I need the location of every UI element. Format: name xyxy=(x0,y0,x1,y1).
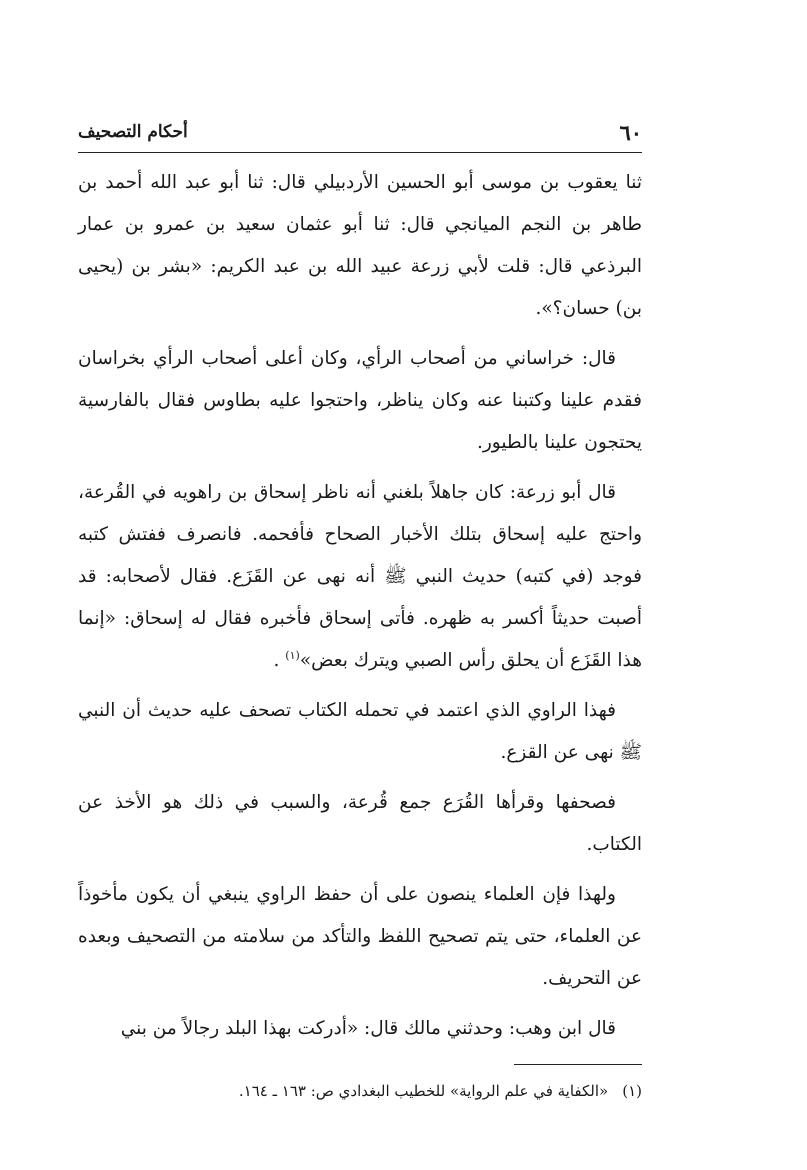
footnote xyxy=(78,1079,642,1103)
page-header xyxy=(78,120,642,152)
paragraph-text: ثنا يعقوب بن موسى أبو الحسين الأردبيلي قال: ثنا أبو عبد الله أحمد بن طاهر بن النجم الميانجي قال: ثنا أبو عثمان سعيد بن عمرو بن عمار البرذعي قال: قلت لأبي زرعة عبيد الله بن عبد الكريم: «بشر بن (يحيى بن) حسان؟». xyxy=(78,172,642,319)
paragraph xyxy=(78,472,642,682)
paragraph-text: ولهذا فإن العلماء ينصون على أن حفظ الراوي ينبغي أن يكون مأخوذاً عن العلماء، حتى يتم تصحيح اللفظ والتأكد من سلامته من التصحيف وبعده عن التحريف. xyxy=(78,884,642,989)
paragraph-text: فهذا الراوي الذي اعتمد في تحمله الكتاب تصحف عليه حديث أن النبي ﷺ نهى عن القزع. xyxy=(78,700,642,763)
footnote-number: (١) xyxy=(622,1082,642,1100)
header-rule xyxy=(78,152,642,153)
body-text xyxy=(78,162,642,1050)
paragraph-text: قال أبو زرعة: كان جاهلاً بلغني أنه ناظر إسحاق بن راهويه في القُرعة، واحتج عليه إسحاق بتلك الأخبار الصحاح فأفحمه. فانصرف ففتش كتبه فوجد (في كتبه) حديث النبي ﷺ أنه نهى عن القَزَع. فقال لأصحابه: قد أصبت حديثاً أكسر به ظهره. فأتى إسحاق فأخبره فقال له إسحاق: «إنما هذا القَزَع أن يحلق رأس الصبي ويترك بعض» xyxy=(78,482,642,671)
paragraph xyxy=(78,874,642,1000)
paragraph xyxy=(78,338,642,464)
paragraph xyxy=(78,1008,642,1050)
footnote-rule xyxy=(514,1064,642,1065)
footnote-reference[interactable]: (١) xyxy=(285,648,300,662)
footnote-text: «الكفاية في علم الرواية» للخطيب البغدادي ص: ١٦٣ ـ ١٦٤. xyxy=(238,1082,609,1100)
paragraph-text: قال ابن وهب: وحدثني مالك قال: «أدركت بهذا البلد رجالاً من بني xyxy=(120,1018,616,1039)
document-page xyxy=(78,120,642,1103)
page-number: ٦٠ xyxy=(619,120,642,145)
paragraph-text: فصحفها وقرأها القُرَع جمع قُرعة، والسبب في ذلك هو الأخذ عن الكتاب. xyxy=(78,792,642,855)
paragraph xyxy=(78,162,642,330)
paragraph-text: قال: خراساني من أصحاب الرأي، وكان أعلى أصحاب الرأي بخراسان فقدم علينا وكتبنا عنه وكان يناظر، واحتجوا عليه بطاوس فقال بالفارسية يحتجون علينا بالطيور. xyxy=(78,348,642,453)
paragraph-end: . xyxy=(273,650,286,671)
paragraph xyxy=(78,782,642,866)
running-title: أحكام التصحيف xyxy=(78,122,188,142)
paragraph xyxy=(78,690,642,774)
